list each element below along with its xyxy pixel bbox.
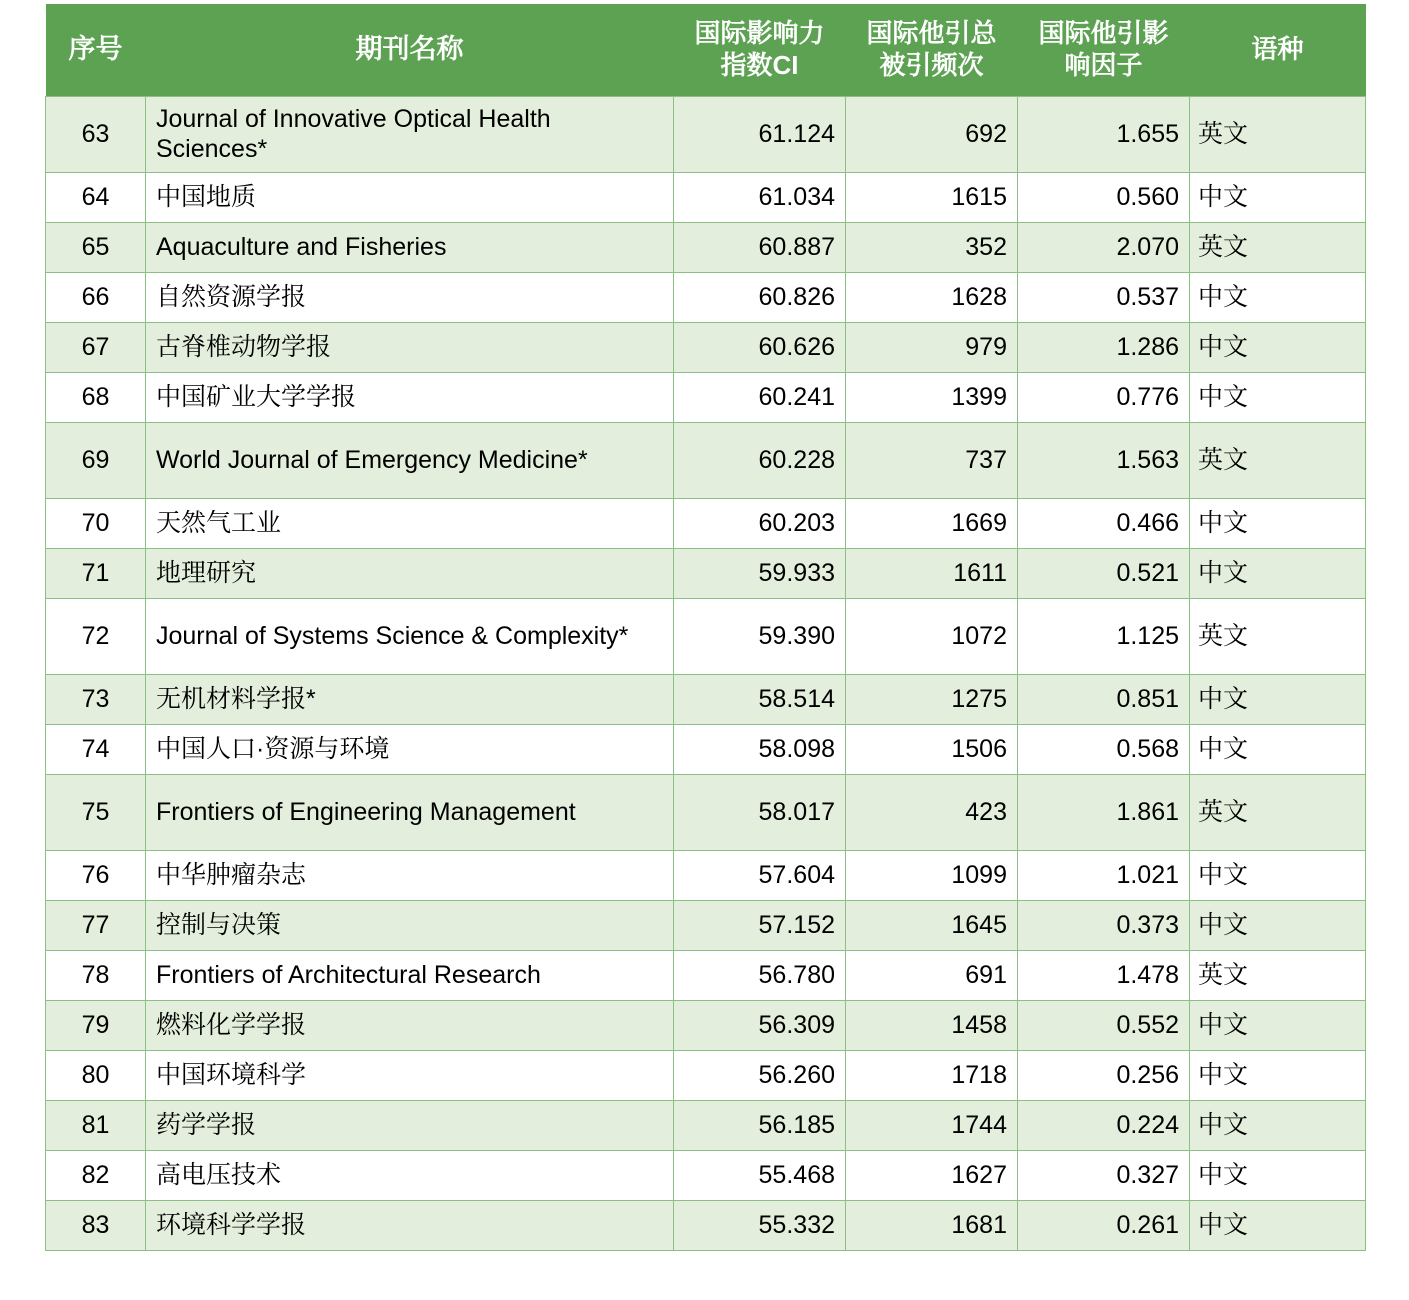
column-header-total-citations-line2: 被引频次 (879, 49, 984, 80)
cell-rank: 76 (46, 850, 146, 900)
cell-journal-name: 自然资源学报 (146, 272, 674, 322)
cell-total-citations: 1072 (846, 598, 1018, 674)
cell-impact-factor: 0.373 (1018, 900, 1190, 950)
cell-journal-name: Journal of Systems Science & Complexity* (146, 598, 674, 674)
cell-language: 中文 (1190, 498, 1366, 548)
column-header-ci (674, 4, 846, 96)
cell-language: 中文 (1190, 850, 1366, 900)
cell-ci: 60.626 (674, 322, 846, 372)
cell-ci: 60.241 (674, 372, 846, 422)
table-row (46, 96, 1366, 172)
cell-ci: 57.152 (674, 900, 846, 950)
column-header-ci-line1: 国际影响力 (694, 18, 825, 49)
cell-rank: 73 (46, 674, 146, 724)
cell-ci: 55.468 (674, 1150, 846, 1200)
column-header-language: 语种 (1190, 4, 1366, 96)
cell-total-citations: 1681 (846, 1200, 1018, 1250)
journal-ranking-table (45, 4, 1366, 1251)
cell-total-citations: 1615 (846, 172, 1018, 222)
table-row (46, 222, 1366, 272)
cell-rank: 72 (46, 598, 146, 674)
cell-journal-name: Journal of Innovative Optical Health Sciences* (146, 96, 674, 172)
cell-total-citations: 1399 (846, 372, 1018, 422)
cell-ci: 58.098 (674, 724, 846, 774)
column-header-ci-line2: 指数CI (720, 49, 799, 80)
column-header-rank: 序号 (46, 4, 146, 96)
table-row (46, 548, 1366, 598)
cell-total-citations: 1645 (846, 900, 1018, 950)
cell-rank: 64 (46, 172, 146, 222)
cell-total-citations: 1099 (846, 850, 1018, 900)
column-header-total-citations (846, 4, 1018, 96)
table-row (46, 1050, 1366, 1100)
table-row (46, 1150, 1366, 1200)
cell-impact-factor: 1.861 (1018, 774, 1190, 850)
column-header-impact-factor-line1: 国际他引影 (1038, 18, 1169, 49)
table-row (46, 498, 1366, 548)
cell-ci: 59.933 (674, 548, 846, 598)
table-row (46, 598, 1366, 674)
cell-ci: 59.390 (674, 598, 846, 674)
cell-ci: 56.260 (674, 1050, 846, 1100)
cell-rank: 68 (46, 372, 146, 422)
cell-rank: 77 (46, 900, 146, 950)
table-body (46, 96, 1366, 1250)
cell-impact-factor: 1.021 (1018, 850, 1190, 900)
cell-ci: 60.228 (674, 422, 846, 498)
cell-language: 中文 (1190, 1000, 1366, 1050)
cell-ci: 58.514 (674, 674, 846, 724)
column-header-journal-name: 期刊名称 (146, 4, 674, 96)
cell-impact-factor: 0.568 (1018, 724, 1190, 774)
cell-impact-factor: 0.776 (1018, 372, 1190, 422)
journal-ranking-table-container (45, 4, 1365, 1251)
cell-ci: 58.017 (674, 774, 846, 850)
cell-ci: 60.887 (674, 222, 846, 272)
cell-rank: 69 (46, 422, 146, 498)
cell-rank: 78 (46, 950, 146, 1000)
cell-total-citations: 1744 (846, 1100, 1018, 1150)
cell-ci: 56.185 (674, 1100, 846, 1150)
cell-total-citations: 352 (846, 222, 1018, 272)
cell-journal-name: 控制与决策 (146, 900, 674, 950)
cell-ci: 61.034 (674, 172, 846, 222)
cell-language: 中文 (1190, 548, 1366, 598)
cell-language: 中文 (1190, 1150, 1366, 1200)
cell-language: 英文 (1190, 96, 1366, 172)
cell-ci: 56.780 (674, 950, 846, 1000)
cell-journal-name: 药学学报 (146, 1100, 674, 1150)
cell-impact-factor: 0.327 (1018, 1150, 1190, 1200)
cell-total-citations: 737 (846, 422, 1018, 498)
cell-language: 中文 (1190, 372, 1366, 422)
cell-journal-name: Frontiers of Engineering Management (146, 774, 674, 850)
cell-journal-name: 高电压技术 (146, 1150, 674, 1200)
cell-journal-name: 无机材料学报* (146, 674, 674, 724)
cell-journal-name: 中国矿业大学学报 (146, 372, 674, 422)
cell-journal-name: 天然气工业 (146, 498, 674, 548)
cell-journal-name: 中华肿瘤杂志 (146, 850, 674, 900)
cell-language: 中文 (1190, 272, 1366, 322)
cell-rank: 70 (46, 498, 146, 548)
cell-language: 英文 (1190, 950, 1366, 1000)
cell-impact-factor: 1.655 (1018, 96, 1190, 172)
cell-rank: 74 (46, 724, 146, 774)
cell-rank: 80 (46, 1050, 146, 1100)
cell-total-citations: 979 (846, 322, 1018, 372)
cell-impact-factor: 0.552 (1018, 1000, 1190, 1050)
table-row (46, 272, 1366, 322)
table-row (46, 674, 1366, 724)
cell-ci: 60.826 (674, 272, 846, 322)
cell-journal-name: 环境科学学报 (146, 1200, 674, 1250)
cell-rank: 82 (46, 1150, 146, 1200)
cell-journal-name: 地理研究 (146, 548, 674, 598)
cell-rank: 75 (46, 774, 146, 850)
table-row (46, 950, 1366, 1000)
column-header-impact-factor-line2: 响因子 (1064, 49, 1143, 80)
cell-total-citations: 691 (846, 950, 1018, 1000)
cell-journal-name: 中国人口·资源与环境 (146, 724, 674, 774)
table-row (46, 1200, 1366, 1250)
cell-total-citations: 1611 (846, 548, 1018, 598)
table-header (46, 4, 1366, 96)
cell-impact-factor: 0.560 (1018, 172, 1190, 222)
cell-ci: 55.332 (674, 1200, 846, 1250)
cell-language: 中文 (1190, 900, 1366, 950)
cell-language: 英文 (1190, 222, 1366, 272)
cell-journal-name: World Journal of Emergency Medicine* (146, 422, 674, 498)
cell-rank: 65 (46, 222, 146, 272)
cell-language: 中文 (1190, 1050, 1366, 1100)
cell-journal-name: 中国地质 (146, 172, 674, 222)
cell-impact-factor: 1.563 (1018, 422, 1190, 498)
cell-total-citations: 1718 (846, 1050, 1018, 1100)
cell-ci: 56.309 (674, 1000, 846, 1050)
cell-total-citations: 1506 (846, 724, 1018, 774)
cell-rank: 63 (46, 96, 146, 172)
cell-total-citations: 1628 (846, 272, 1018, 322)
cell-impact-factor: 0.256 (1018, 1050, 1190, 1100)
cell-journal-name: Frontiers of Architectural Research (146, 950, 674, 1000)
table-row (46, 322, 1366, 372)
cell-ci: 57.604 (674, 850, 846, 900)
cell-journal-name: Aquaculture and Fisheries (146, 222, 674, 272)
cell-total-citations: 1669 (846, 498, 1018, 548)
cell-language: 中文 (1190, 1100, 1366, 1150)
cell-ci: 60.203 (674, 498, 846, 548)
cell-impact-factor: 0.521 (1018, 548, 1190, 598)
cell-language: 中文 (1190, 724, 1366, 774)
cell-journal-name: 古脊椎动物学报 (146, 322, 674, 372)
cell-rank: 81 (46, 1100, 146, 1150)
cell-journal-name: 燃料化学学报 (146, 1000, 674, 1050)
cell-rank: 83 (46, 1200, 146, 1250)
table-row (46, 1000, 1366, 1050)
cell-rank: 67 (46, 322, 146, 372)
table-header-row (46, 4, 1366, 96)
cell-language: 英文 (1190, 422, 1366, 498)
cell-rank: 79 (46, 1000, 146, 1050)
table-row (46, 172, 1366, 222)
table-row (46, 1100, 1366, 1150)
table-row (46, 422, 1366, 498)
cell-impact-factor: 0.466 (1018, 498, 1190, 548)
cell-language: 中文 (1190, 322, 1366, 372)
cell-rank: 66 (46, 272, 146, 322)
table-row (46, 850, 1366, 900)
cell-impact-factor: 0.537 (1018, 272, 1190, 322)
cell-language: 中文 (1190, 1200, 1366, 1250)
cell-ci: 61.124 (674, 96, 846, 172)
cell-impact-factor: 1.125 (1018, 598, 1190, 674)
cell-language: 中文 (1190, 674, 1366, 724)
cell-impact-factor: 2.070 (1018, 222, 1190, 272)
cell-total-citations: 1458 (846, 1000, 1018, 1050)
column-header-total-citations-line1: 国际他引总 (866, 18, 997, 49)
cell-total-citations: 1627 (846, 1150, 1018, 1200)
cell-total-citations: 1275 (846, 674, 1018, 724)
cell-total-citations: 692 (846, 96, 1018, 172)
cell-language: 中文 (1190, 172, 1366, 222)
cell-total-citations: 423 (846, 774, 1018, 850)
cell-language: 英文 (1190, 598, 1366, 674)
cell-impact-factor: 0.224 (1018, 1100, 1190, 1150)
cell-journal-name: 中国环境科学 (146, 1050, 674, 1100)
table-row (46, 774, 1366, 850)
cell-impact-factor: 0.261 (1018, 1200, 1190, 1250)
cell-impact-factor: 0.851 (1018, 674, 1190, 724)
table-row (46, 724, 1366, 774)
table-row (46, 900, 1366, 950)
cell-rank: 71 (46, 548, 146, 598)
table-row (46, 372, 1366, 422)
cell-language: 英文 (1190, 774, 1366, 850)
column-header-impact-factor (1018, 4, 1190, 96)
cell-impact-factor: 1.478 (1018, 950, 1190, 1000)
cell-impact-factor: 1.286 (1018, 322, 1190, 372)
